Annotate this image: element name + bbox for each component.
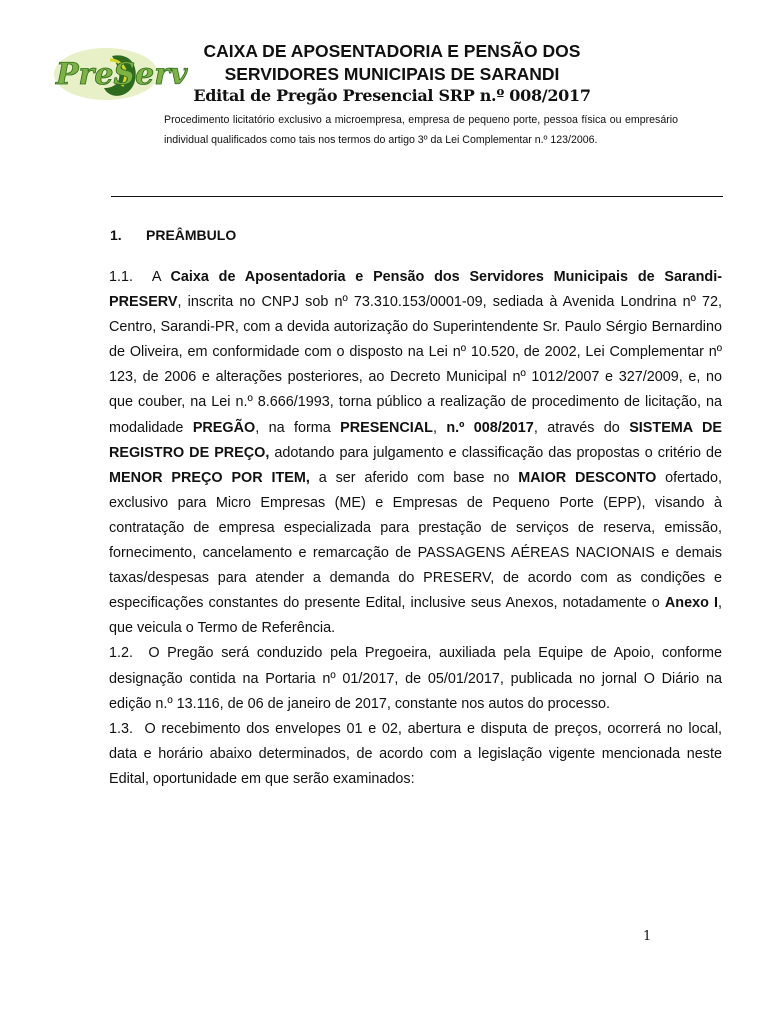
section-number: 1. [110, 227, 122, 243]
text-run: A [151, 269, 171, 285]
bold-run: Anexo I [664, 595, 718, 612]
paragraph-text: O Pregão será conduzido pela Pregoeira, auxiliada pela Equipe de Apoio, conforme designação contida na Portaria nº 01/2017, de 05/01/2017, publicada no jornal O Diário na edição n.º 13.116, de 06 de janeiro de 2017, constante nos autos do processo. [109, 645, 723, 712]
text-run: , que veicula o Termo de Referência. [109, 595, 722, 637]
document-body [109, 265, 722, 792]
logo-text: PreServ [56, 57, 188, 92]
paragraph-number: 1.3. [109, 720, 134, 737]
text-run: , [432, 419, 447, 436]
organization-title [172, 40, 612, 86]
text-run: adotando para julgamento e classificação das propostas o critério de [269, 444, 722, 461]
org-title-line1: CAIXA DE APOSENTADORIA E PENSÃO DOS [203, 41, 581, 61]
text-run: , na forma [255, 419, 341, 436]
bold-run: Caixa de Aposentadoria e Pensão dos Servidores Municipais de Sarandi-PRESERV [109, 269, 723, 311]
bold-run: n.º 008/2017 [446, 419, 534, 436]
paragraph-1-1 [109, 265, 722, 641]
bold-run: MENOR PREÇO POR ITEM, [109, 469, 310, 486]
org-title-line2: SERVIDORES MUNICIPAIS DE SARANDI [224, 64, 560, 84]
page-number: 1 [643, 929, 652, 944]
eligibility-note: Procedimento licitatório exclusivo a microempresa, empresa de pequeno porte, pessoa física ou empresário individual qualificados como tais nos termos do artigo 3º da Lei Complementar n.º 123/2006. [164, 114, 678, 146]
bold-run: SISTEMA DE REGISTRO DE PREÇO, [109, 419, 723, 461]
bold-run: PRESENCIAL [340, 419, 433, 436]
text-run: ofertado, exclusivo para Micro Empresas (ME) e Empresas de Pequeno Porte (EPP), visando à contratação de empresa especializada para prestação de serviços de reserva, emissão, fornecimento, cancelamento e remarcação de PASSAGENS AÉREAS NACIONAIS e demais taxas/despesas para atender a demanda do PRESERV, de acordo com as condições e especificações constantes do presente Edital, inclusive seus Anexos, notadamente o [109, 469, 722, 612]
paragraph-number: 1.2. [109, 645, 134, 662]
preserv-logo [52, 34, 188, 114]
bold-run: PREGÃO [192, 419, 256, 436]
bold-run: MAIOR DESCONTO [518, 469, 657, 486]
text-run: , inscrita no CNPJ sob nº 73.310.153/0001-09, sediada à Avenida Londrina nº 72, Centro, Sarandi-PR, com a devida autorização do Superintendente Sr. Paulo Sérgio Bernardino de Oliveira, em conformidade com o disposto na Lei nº 10.520, de 2002, Lei Complementar nº 123, de 2006 e alterações posteriores, ao Decreto Municipal nº 1012/2007 e 327/2009, e, no que couber, na Lei n.º 8.666/1993, torna público a realização de procedimento de licitação, na modalidade [109, 294, 722, 436]
edital-title: Edital de Pregão Presencial SRP n.º 008/2017 [193, 86, 591, 105]
paragraph-1-2 [109, 641, 722, 716]
paragraph-1-3 [109, 717, 722, 792]
text-run: , através do [533, 419, 630, 436]
paragraph-text: O recebimento dos envelopes 01 e 02, abertura e disputa de preços, ocorrerá no local, data e horário abaixo determinados, de acordo com a legislação vigente mencionada neste Edital, oportunidade em que serão examinados: [109, 720, 723, 787]
header-divider [111, 196, 723, 197]
paragraph-number: 1.1. [109, 269, 134, 285]
text-run: a ser aferido com base no [309, 469, 519, 486]
section-title: PREÂMBULO [146, 227, 237, 243]
